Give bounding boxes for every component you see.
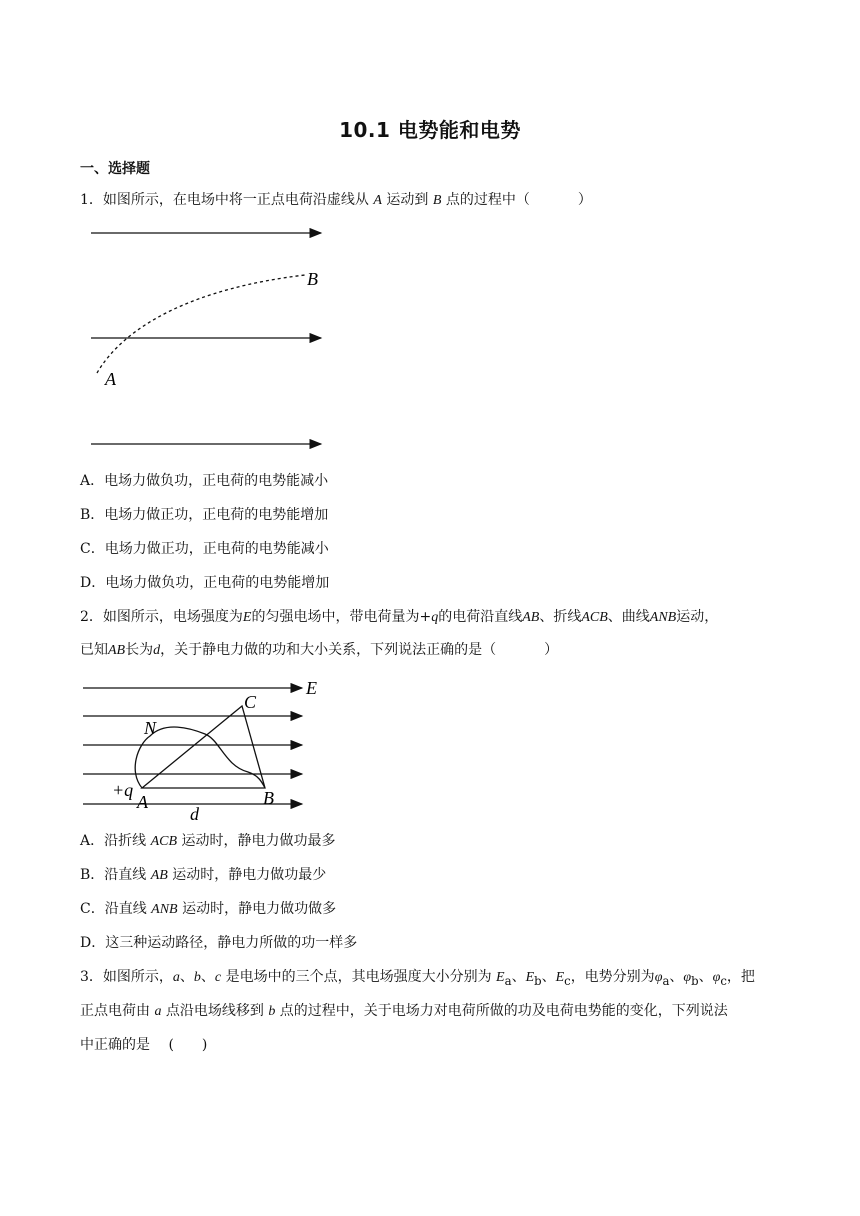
- page-title: 10.1 电势能和电势: [339, 118, 521, 142]
- label-d: d: [190, 804, 199, 824]
- label-e: E: [306, 678, 317, 698]
- q1-option-b[interactable]: B．电场力做正功，正电荷的电势能增加: [80, 507, 329, 523]
- label-charge: +q: [112, 780, 134, 800]
- question-3-stem-line-1: 3．如图所示，a、b、c 是电场中的三个点，其电场强度大小分别为 $E_a$、$E_b$、$E_c$，电势分别为$\varphi_a$、$\varphi_b$、$\varphi_c$，把: [80, 969, 755, 988]
- q2-option-b[interactable]: B．沿直线 AB 运动时，静电力做功最少: [80, 867, 327, 883]
- q1-option-d[interactable]: D．电场力做负功，正电荷的电势能增加: [80, 575, 330, 591]
- question-2-stem-line-1: 2．如图所示，电场强度为E的匀强电场中，带电荷量为+q的电荷沿直线AB、折线ACB、曲线ANB运动，: [80, 609, 719, 625]
- charge-path-dashed: [97, 275, 305, 373]
- q2-option-c[interactable]: C．沿直线 ANB 运动时，静电力做功做多: [80, 901, 337, 917]
- q1-option-c[interactable]: C．电场力做正功，正电荷的电势能减小: [80, 541, 329, 557]
- q1-option-a[interactable]: A．电场力做负功，正电荷的电势能减小: [80, 473, 329, 489]
- q2-option-d[interactable]: D．这三种运动路径，静电力所做的功一样多: [80, 935, 358, 951]
- label-a: A: [137, 792, 148, 812]
- question-2-stem-line-2: 已知AB长为d，关于静电力做的功和大小关系，下列说法正确的是（ ）: [80, 642, 559, 658]
- point-label-b: B: [307, 269, 318, 289]
- point-label-a: A: [105, 369, 116, 389]
- question-3-stem-line-3: 中正确的是 ( ): [80, 1037, 208, 1053]
- label-n: N: [144, 718, 157, 738]
- section-heading: 一、选择题: [80, 161, 150, 177]
- path-acb: [142, 706, 265, 788]
- question-2-figure: [80, 676, 325, 826]
- q2-option-a[interactable]: A．沿折线 ACB 运动时，静电力做功最多: [80, 833, 336, 849]
- question-1-stem: 1．如图所示，在电场中将一正点电荷沿虚线从 A 运动到 B 点的过程中（ ）: [80, 192, 592, 208]
- question-1-figure: [85, 220, 335, 455]
- label-b: B: [263, 788, 274, 808]
- label-c: C: [244, 692, 257, 712]
- question-3-stem-line-2: 正点电荷由 a 点沿电场线移到 b 点的过程中，关于电场力对电荷所做的功及电荷电势能的变化，下列说法: [80, 1003, 728, 1019]
